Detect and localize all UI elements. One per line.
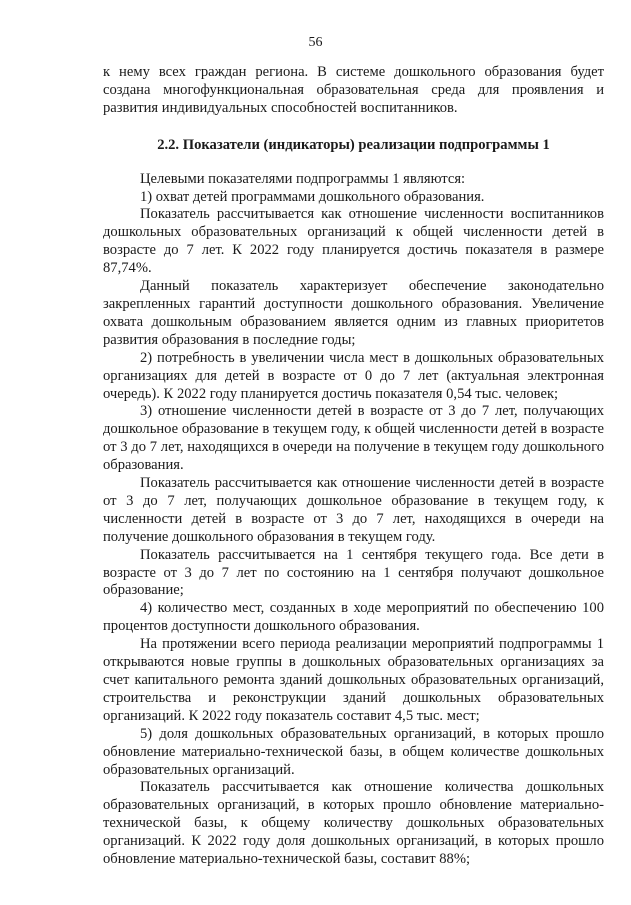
intro-paragraph: к нему всех граждан региона. В системе дошкольного образования будет создана многофункциональная образовательная среда для проявления и развития индивидуальных способностей воспитанников. [103,64,604,116]
paragraph: Данный показатель характеризует обеспечение законодательно закрепленных гарантий доступности дошкольного образования. Увеличение охвата дошкольным образованием является одним из главных приоритетов развития образования в последние годы; [103,278,604,348]
paragraph: 2) потребность в увеличении числа мест в дошкольных образовательных организациях для детей в возрасте от 0 до 7 лет (актуальная электронная очередь). К 2022 году планируется достичь показателя 0,54 тыс. человек; [103,349,604,402]
paragraph: На протяжении всего периода реализации мероприятий подпрограммы 1 открываются новые группы в дошкольных образовательных организациях за счет капитального ремонта зданий дошкольных образовательных организаций, строительства и реконструкции зданий дошкольных образовательных организаций. К 2022 году показатель составит 4,5 тыс. мест; [103,636,604,724]
page-content [103,64,604,869]
section-heading: 2.2. Показатели (индикаторы) реализации подпрограммы 1 [157,136,550,153]
paragraph: 1) охват детей программами дошкольного образования. [140,188,485,205]
paragraph: 3) отношение численности детей в возрасте от 3 до 7 лет, получающих дошкольное образование в текущем году, к общей численности детей в возрасте от 3 до 7 лет, находящихся в очереди на получение в текущем году дошкольного образования. [103,403,604,474]
paragraph: Показатель рассчитывается как отношение количества дошкольных образовательных организаций, в которых прошло обновление материально-технической базы, к общему количеству дошкольных образовательных организаций. К 2022 году доля дошкольных организаций, в которых прошло обновление материально-технической базы, составит 88%; [103,779,604,868]
paragraph: Показатель рассчитывается как отношение численности детей в возрасте от 3 до 7 лет, получающих дошкольное образование в текущем году, к численности детей в возрасте от 3 до 7 лет, находящихся в очереди на получение дошкольного образования в текущем году. [103,475,604,545]
paragraph: Показатель рассчитывается как отношение численности воспитанников дошкольных образовательных организаций к общей численности детей в возрасте до 7 лет. К 2022 году планируется достичь показателя в размере 87,74%. [103,206,604,277]
paragraph: 4) количество мест, созданных в ходе мероприятий по обеспечению 100 процентов доступности дошкольного образования. [103,600,604,635]
paragraph: 5) доля дошкольных образовательных организаций, в которых прошло обновление материально-технической базы, в общем количестве дошкольных образовательных организаций. [103,725,604,778]
paragraph: Целевыми показателями подпрограммы 1 являются: [140,170,466,187]
paragraph: Показатель рассчитывается на 1 сентября текущего года. Все дети в возрасте от 3 до 7 лет по состоянию на 1 сентября получают дошкольное образование; [103,546,604,599]
page-number: 56 [308,35,323,50]
